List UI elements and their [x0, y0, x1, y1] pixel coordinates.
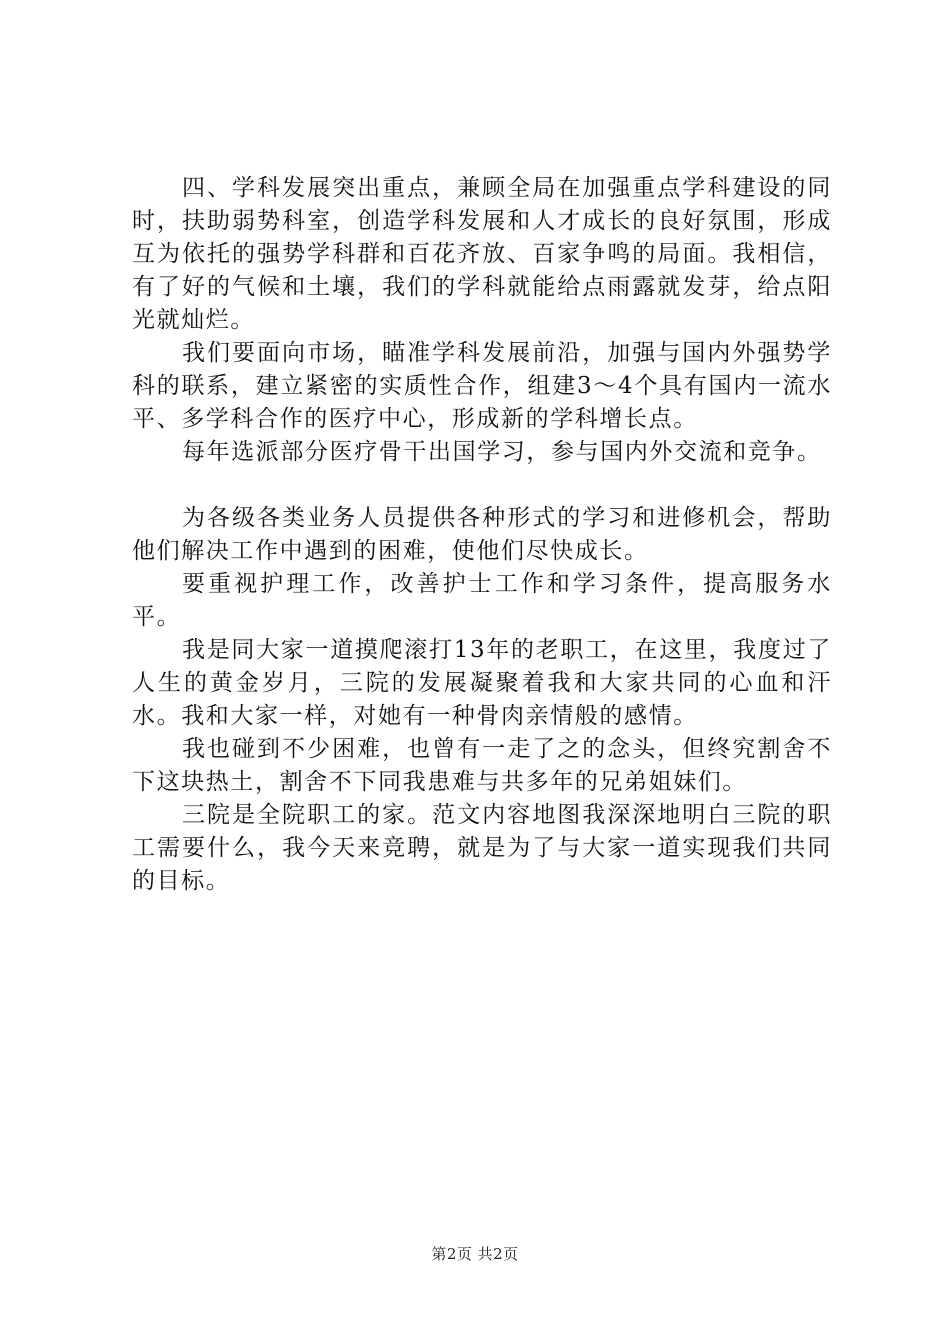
paragraph: 为各级各类业务人员提供各种形式的学习和进修机会，帮助他们解决工作中遇到的困难，使他们尽快成长。	[132, 505, 832, 564]
paragraph: 三院是全院职工的家。范文内容地图我深深地明白三院的职工需要什么，我今天来竞聘，就是为了与大家一道实现我们共同的目标。	[132, 802, 832, 894]
paragraph: 我也碰到不少困难，也曾有一走了之的念头，但终究割舍不下这块热土，割舍不下同我患难与共多年的兄弟姐妹们。	[132, 736, 832, 795]
paragraph: 要重视护理工作，改善护士工作和学习条件，提高服务水平。	[132, 571, 832, 630]
paragraph: 我们要面向市场，瞄准学科发展前沿，加强与国内外强势学科的联系，建立紧密的实质性合作，组建3～4个具有国内一流水平、多学科合作的医疗中心，形成新的学科增长点。	[132, 340, 832, 432]
paragraph: 四、学科发展突出重点，兼顾全局在加强重点学科建设的同时，扶助弱势科室，创造学科发展和人才成长的良好氛围，形成互为依托的强势学科群和百花齐放、百家争鸣的局面。我相信，有了好的气候和土壤，我们的学科就能给点雨露就发芽，给点阳光就灿烂。	[132, 175, 832, 333]
page-number-footer: 第2页 共2页	[431, 1245, 519, 1263]
paragraph: 我是同大家一道摸爬滚打13年的老职工，在这里，我度过了人生的黄金岁月，三院的发展凝聚着我和大家共同的心血和汗水。我和大家一样，对她有一种骨肉亲情般的感情。	[132, 637, 832, 729]
document-body	[132, 172, 832, 898]
paragraph-gap	[132, 469, 832, 502]
paragraph: 每年选派部分医疗骨干出国学习，参与国内外交流和竞争。	[182, 439, 822, 465]
